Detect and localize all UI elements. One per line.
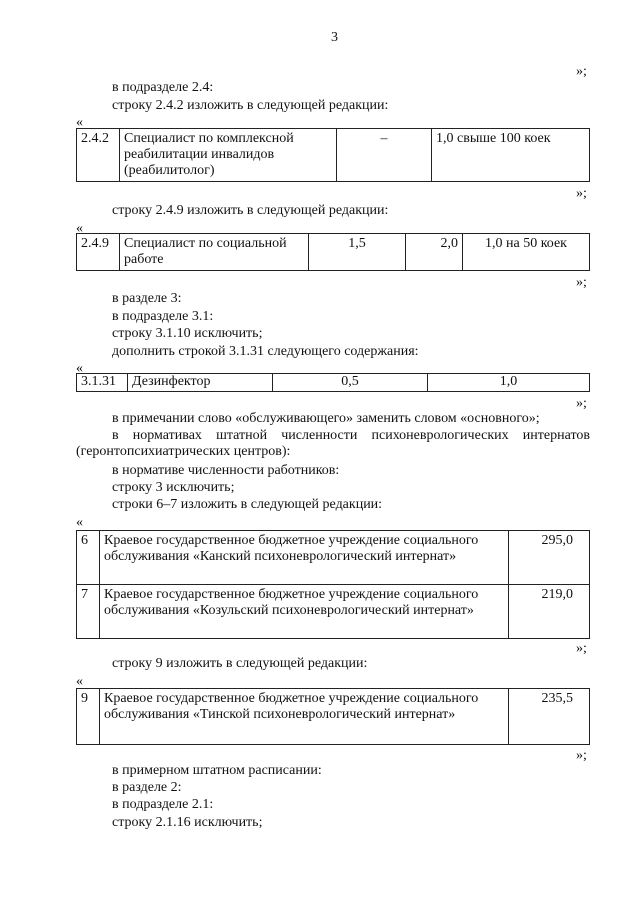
text-line: в примерном штатном расписании: xyxy=(112,763,322,778)
text-line: строку 2.1.16 исключить; xyxy=(112,815,263,830)
text-line: в нормативе численности работников: xyxy=(112,463,340,478)
cell-name: Краевое государственное бюджетное учреждение социального обслуживания «Канский психоневрологический интернат» xyxy=(100,531,509,585)
cell-col3: – xyxy=(337,129,432,182)
cell-value: 235,5 xyxy=(509,689,590,745)
text-line: в подразделе 2.4: xyxy=(112,80,214,95)
close-quote: »; xyxy=(576,275,587,290)
cell-col4: 1,0 xyxy=(428,374,590,392)
cell-num: 7 xyxy=(77,585,100,639)
close-quote: »; xyxy=(576,64,587,79)
text-line: в разделе 3: xyxy=(112,291,182,306)
cell-col5: 1,0 на 50 коек xyxy=(463,234,590,271)
text-paragraph: в нормативах штатной численности психоневрологических интернатов (геронтопсихиатрических центров): xyxy=(76,428,590,459)
cell-num: 6 xyxy=(77,531,100,585)
text-line: в разделе 2: xyxy=(112,780,182,795)
text-line: строку 3.1.10 исключить; xyxy=(112,326,263,341)
text-line: в подразделе 3.1: xyxy=(112,309,214,324)
cell-name: Специалист по комплексной реабилитации инвалидов (реабилитолог) xyxy=(120,129,337,182)
open-quote: « xyxy=(76,221,83,236)
open-quote: « xyxy=(76,515,83,530)
cell-num: 9 xyxy=(77,689,100,745)
cell-name: Дезинфектор xyxy=(128,374,273,392)
text-line: строки 6–7 изложить в следующей редакции: xyxy=(112,497,383,512)
cell-num: 2.4.9 xyxy=(77,234,120,271)
table-row xyxy=(77,689,590,745)
table-row-3-1-31 xyxy=(76,373,590,392)
close-quote: »; xyxy=(576,186,587,201)
text-line: в подразделе 2.1: xyxy=(112,797,214,812)
text-line: строку 2.4.2 изложить в следующей редакции: xyxy=(112,98,389,113)
close-quote: »; xyxy=(576,641,587,656)
table-row-2-4-2 xyxy=(76,128,590,182)
cell-value: 295,0 xyxy=(509,531,590,585)
close-quote: »; xyxy=(576,748,587,763)
cell-num: 3.1.31 xyxy=(77,374,128,392)
cell-col3: 1,5 xyxy=(309,234,406,271)
cell-name: Специалист по социальной работе xyxy=(120,234,309,271)
cell-value: 219,0 xyxy=(509,585,590,639)
page-number: 3 xyxy=(331,30,338,45)
cell-col4: 2,0 xyxy=(406,234,463,271)
table-row-2-4-9 xyxy=(76,233,590,271)
open-quote: « xyxy=(76,361,83,376)
table-row xyxy=(77,531,590,585)
cell-num: 2.4.2 xyxy=(77,129,120,182)
cell-col3: 0,5 xyxy=(273,374,428,392)
cell-name: Краевое государственное бюджетное учреждение социального обслуживания «Козульский психоневрологический интернат» xyxy=(100,585,509,639)
table-row xyxy=(77,585,590,639)
text-line: дополнить строкой 3.1.31 следующего содержания: xyxy=(112,344,419,359)
table-rows-6-7 xyxy=(76,530,590,639)
text-line: в примечании слово «обслуживающего» заменить словом «основного»; xyxy=(112,411,540,426)
close-quote: »; xyxy=(576,396,587,411)
text-line: строку 2.4.9 изложить в следующей редакции: xyxy=(112,203,389,218)
open-quote: « xyxy=(76,674,83,689)
cell-col4: 1,0 свыше 100 коек xyxy=(432,129,590,182)
cell-name: Краевое государственное бюджетное учреждение социального обслуживания «Тинской психоневрологический интернат» xyxy=(100,689,509,745)
table-row-9 xyxy=(76,688,590,745)
open-quote: « xyxy=(76,115,83,130)
text-line: строку 9 изложить в следующей редакции: xyxy=(112,656,368,671)
text-line: строку 3 исключить; xyxy=(112,480,235,495)
